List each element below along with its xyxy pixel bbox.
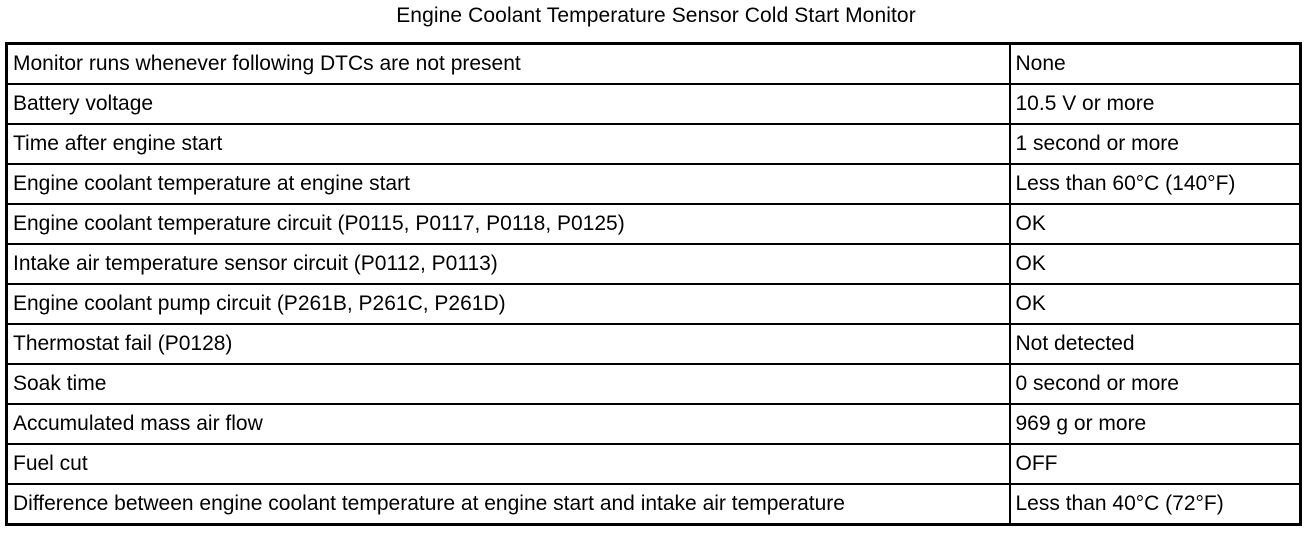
- table-row: [7, 204, 1301, 244]
- condition-value-cell: Less than 40°C (72°F): [1010, 484, 1301, 525]
- condition-item-cell: Difference between engine coolant temperature at engine start and intake air temperature: [7, 484, 1010, 525]
- condition-value-cell: OFF: [1010, 444, 1301, 484]
- condition-item-cell: Monitor runs whenever following DTCs are not present: [7, 44, 1010, 85]
- table-row: [7, 444, 1301, 484]
- condition-item-cell: Thermostat fail (P0128): [7, 324, 1010, 364]
- condition-item-cell: Accumulated mass air flow: [7, 404, 1010, 444]
- table-title: Engine Coolant Temperature Sensor Cold Start Monitor: [396, 4, 916, 27]
- table-row: [7, 484, 1301, 525]
- table-row: [7, 164, 1301, 204]
- condition-value-cell: None: [1010, 44, 1301, 85]
- table-row: [7, 44, 1301, 85]
- condition-item-cell: Battery voltage: [7, 84, 1010, 124]
- condition-item-cell: Fuel cut: [7, 444, 1010, 484]
- condition-value-cell: 0 second or more: [1010, 364, 1301, 404]
- condition-item-cell: Engine coolant temperature circuit (P0115, P0117, P0118, P0125): [7, 204, 1010, 244]
- monitor-conditions-table: [5, 42, 1302, 526]
- table-row: [7, 84, 1301, 124]
- table-row: [7, 284, 1301, 324]
- condition-item-cell: Engine coolant temperature at engine start: [7, 164, 1010, 204]
- condition-value-cell: 969 g or more: [1010, 404, 1301, 444]
- table-row: [7, 404, 1301, 444]
- condition-value-cell: 1 second or more: [1010, 124, 1301, 164]
- table-row: [7, 324, 1301, 364]
- condition-item-cell: Time after engine start: [7, 124, 1010, 164]
- table-row: [7, 364, 1301, 404]
- condition-value-cell: OK: [1010, 204, 1301, 244]
- condition-value-cell: OK: [1010, 284, 1301, 324]
- condition-item-cell: Soak time: [7, 364, 1010, 404]
- table-row: [7, 124, 1301, 164]
- condition-value-cell: Less than 60°C (140°F): [1010, 164, 1301, 204]
- condition-item-cell: Intake air temperature sensor circuit (P0112, P0113): [7, 244, 1010, 284]
- condition-value-cell: 10.5 V or more: [1010, 84, 1301, 124]
- condition-value-cell: OK: [1010, 244, 1301, 284]
- condition-item-cell: Engine coolant pump circuit (P261B, P261C, P261D): [7, 284, 1010, 324]
- condition-value-cell: Not detected: [1010, 324, 1301, 364]
- table-row: [7, 244, 1301, 284]
